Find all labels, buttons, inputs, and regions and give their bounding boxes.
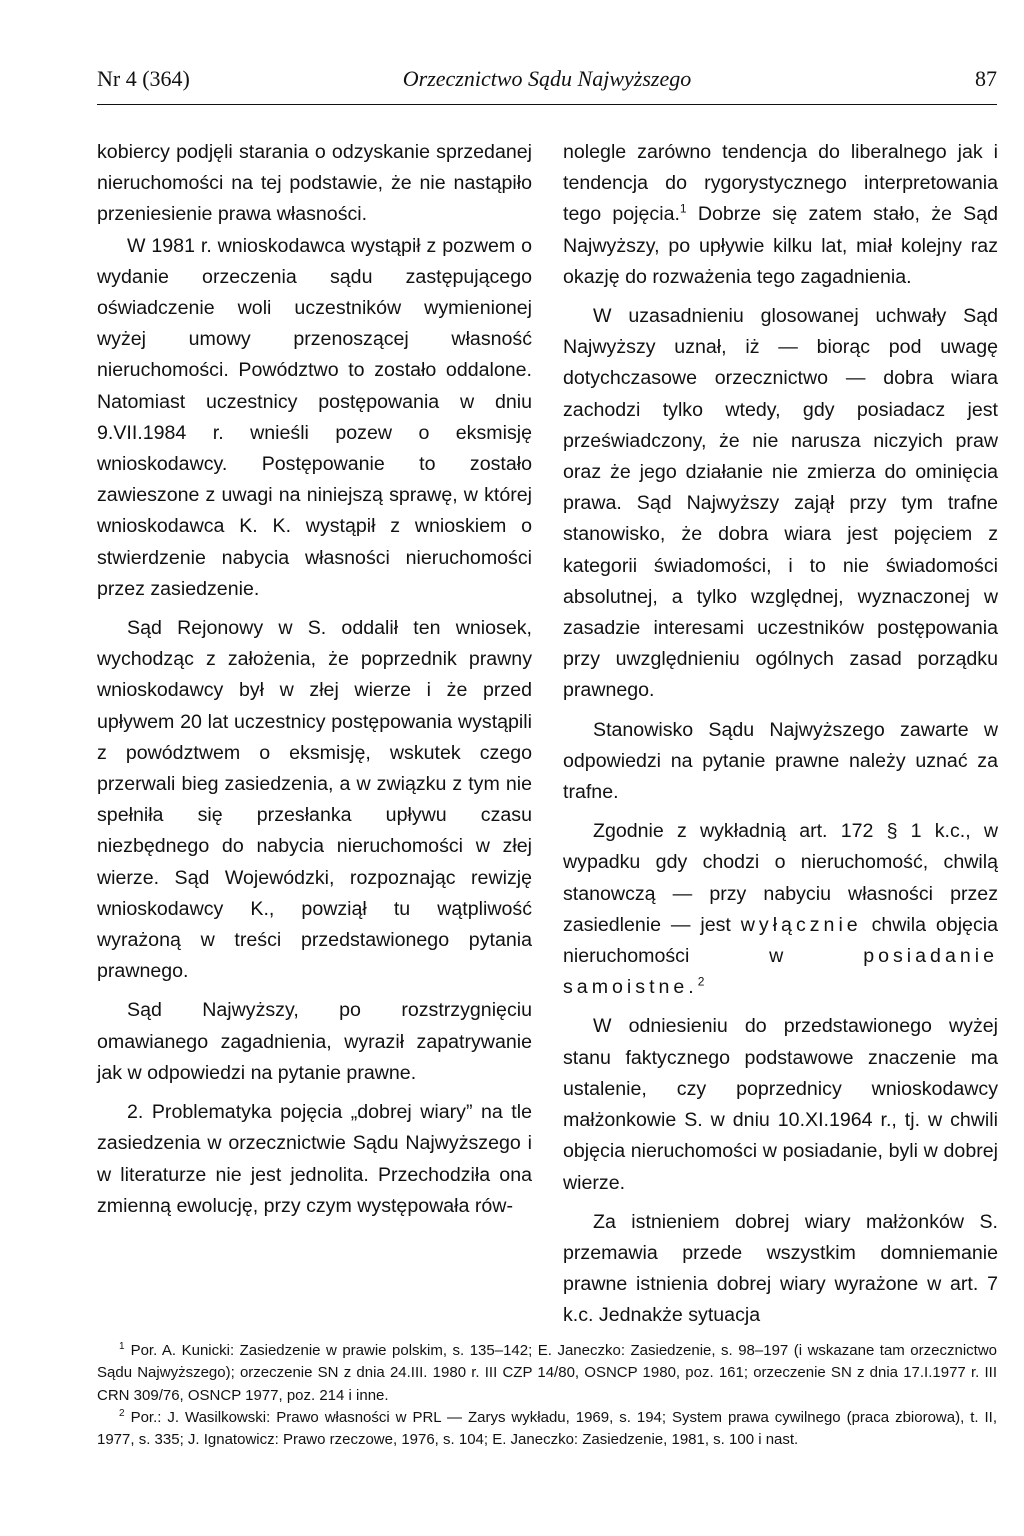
journal-title: Orzecznictwo Sądu Najwyższego — [402, 66, 692, 91]
text-run: Dobrze się zatem stało, że Sąd Najwyższy, po upływie kilku lat, miał kolejny raz okazję do rozważenia tego zagadnienia. — [563, 203, 998, 288]
issue-number: Nr 4 (364) — [97, 66, 190, 91]
footnote-text: Por.: J. Wasilkowski: Prawo własności w PRL — Zarys wykładu, 1969, s. 194; System prawa cywilnego (praca zbiorowa), t. II, 1977, s. 335; J. Ignatowicz: Prawo rzeczowe, 1976, s. 104; E. Janeczko: Zasiedzenie, 1981, s. 100 i nast. — [97, 1408, 997, 1449]
paragraph — [563, 137, 998, 293]
text-run: Zgodnie z wykładnią art. 172 § 1 k.c., w wypadku gdy chodzi o nieruchomość, chwilą stanowczą — przy nabyciu własności przez zasiedlenie — jest — [563, 820, 998, 936]
page-number: 87 — [975, 66, 997, 91]
paragraph: W uzasadnieniu glosowanej uchwały Sąd Najwyższy uznał, iż — biorąc pod uwagę dotychczasowe orzecznictwo — dobra wiara zachodzi tylko wtedy, gdy posiadacz jest przeświadczony, że nie narusza niczyich praw oraz że jego działanie nie zmierza do ominięcia prawa. Sąd Najwyższy zajął przy tym trafne stanowisko, że dobra wiara jest pojęciem z kategorii świadomości, i to nie świadomości absolutnej, a tylko względnej, wyznaczonej w zasadzie interesami uczestników postępowania przy uwzględnieniu ogólnych zasad porządku prawnego. — [563, 305, 998, 702]
footnote-ref: 1 — [679, 201, 687, 216]
paragraph: kobiercy podjęli starania o odzyskanie sprzedanej nieruchomości na tej podstawie, że nie nastąpiło przeniesienie prawa własności. — [97, 141, 532, 226]
paragraph: W odniesieniu do przedstawionego wyżej stanu faktycznego podstawowe znaczenie ma ustalenie, czy poprzednicy wnioskodawcy małżonkowie S. w dniu 10.XI.1964 r., tj. w chwili objęcia nieruchomości w posiadanie, byli w dobrej wierze. — [563, 1015, 998, 1194]
text-run: nolegle zarówno tendencja do liberalnego jak i tendencja do rygorystycznego interpretowania tego pojęcia. — [563, 141, 998, 226]
footnote — [97, 1340, 997, 1407]
left-column — [97, 137, 532, 1222]
footnote — [97, 1407, 997, 1452]
footnote-mark: 1 — [119, 1341, 125, 1352]
paragraph: Sąd Rejonowy w S. oddalił ten wniosek, wychodząc z założenia, że poprzednik prawny wnioskodawcy był w złej wierze i że przed upływem 20 lat uczestnicy postępowania wystąpili z powództwem o eksmisję, wskutek czego przerwali bieg zasiedzenia, a w związku z tym nie spełniła się przesłanka upływu czasu niezbędnego do nabycia nieruchomości w złej wierze. Sąd Wojewódzki, rozpoznając rewizję wnioskodawcy K., powziął tu wątpliwość wyrażoną w treści przedstawionego pytania prawnego. — [97, 617, 532, 983]
paragraph: Sąd Najwyższy, po rozstrzygnięciu omawianego zagadnienia, wyraził zapatrywanie jak w odpowiedzi na pytanie prawne. — [97, 999, 532, 1084]
paragraph: Stanowisko Sądu Najwyższego zawarte w odpowiedzi na pytanie prawne należy uznać za trafne. — [563, 718, 998, 804]
footnote-mark: 2 — [119, 1407, 125, 1419]
paragraph — [563, 816, 998, 1003]
paragraph: 2. Problematyka pojęcia „dobrej wiary” na tle zasiedzenia w orzecznictwie Sądu Najwyższego i w literaturze nie jest jednolita. Przechodziła ona zmienną ewolucję, przy czym występowała rów- — [97, 1101, 532, 1217]
header-rule — [97, 104, 997, 105]
footnotes — [97, 1340, 997, 1451]
emphasis-spaced: posiadanie samoistne. — [563, 945, 998, 999]
text-run: chwila objęcia nieruchomości w — [563, 913, 998, 968]
paragraph: W 1981 r. wnioskodawca wystąpił z pozwem o wydanie orzeczenia sądu zastępującego oświadczenie woli uczestników wymienionej wyżej umowy przenoszącej własność nieruchomości. Powództwo to zostało oddalone. Natomiast uczestnicy postępowania w dniu 9.VII.1984 r. wnieśli pozew o eksmisję wnioskodawcy. Postępowanie to zostało zawieszone z uwagi na niniejszą sprawę, w której wnioskodawca K. K. wystąpił z wnioskiem o stwierdzenie nabycia własności nieruchomości przez zasiedzenie. — [97, 234, 532, 600]
right-column — [563, 137, 998, 1332]
footnote-ref: 2 — [697, 974, 705, 989]
paragraph: Za istnieniem dobrej wiary małżonków S. przemawia przede wszystkim domniemanie prawne istnienia dobrej wiary wyrażone w art. 7 k.c. Jednakże sytuacja — [563, 1210, 998, 1327]
emphasis-spaced: wyłącznie — [740, 913, 862, 936]
running-header — [97, 66, 997, 102]
footnote-text: Por. A. Kunicki: Zasiedzenie w prawie polskim, s. 135–142; E. Janeczko: Zasiedzenie, s. 98–197 (i wskazane tam orzecznictwo Sądu Najwyższego); orzeczenie SN z dnia 24.III. 1980 r. III CZP 14/80, OSNCP 1980, poz. 161; orzeczenie SN z dnia 17.I.1977 r. III CRN 309/76, OSNCP 1977, poz. 214 i inne. — [97, 1342, 997, 1404]
